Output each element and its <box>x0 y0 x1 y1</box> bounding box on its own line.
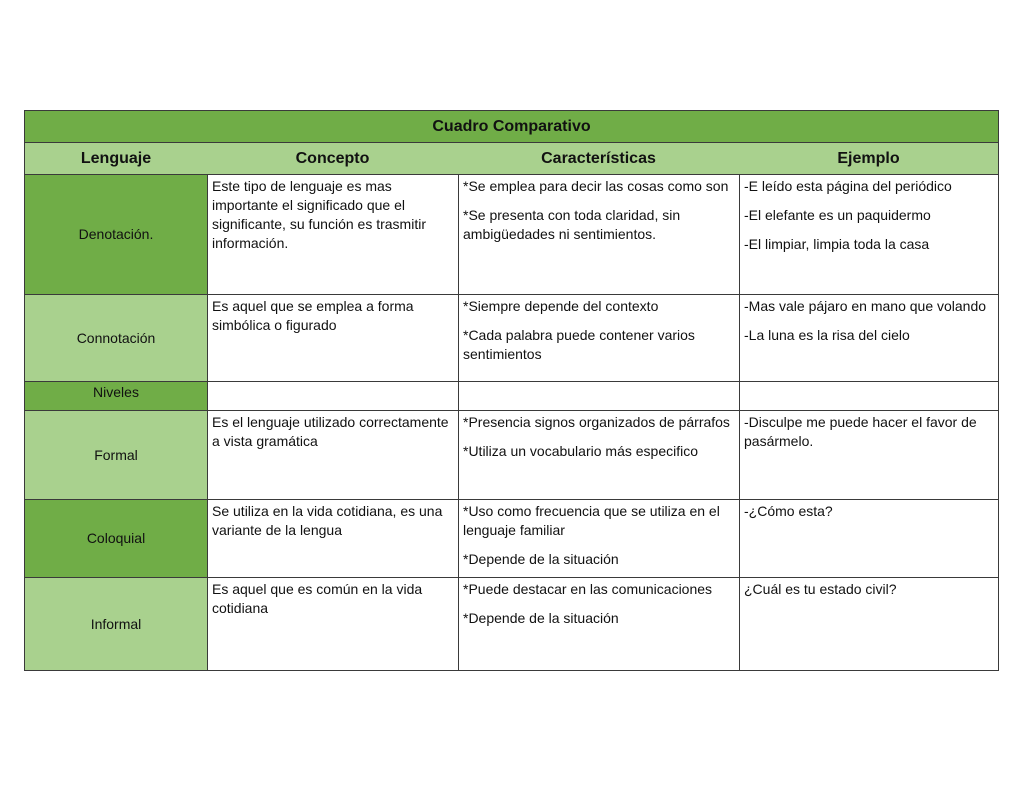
header-lenguaje: Lenguaje <box>80 149 152 167</box>
concepto-cell <box>207 295 458 381</box>
ejemplo-cell <box>739 382 998 410</box>
ejemplo-cell <box>739 411 998 499</box>
caracteristica-item: *Depende de la situación <box>463 610 619 626</box>
row-label: Niveles <box>25 382 207 410</box>
caracteristicas-cell <box>458 578 739 670</box>
caracteristicas-cell <box>458 500 739 577</box>
table-row-connotacion <box>25 295 998 382</box>
ejemplo-cell <box>739 295 998 381</box>
caracteristica-item: *Utiliza un vocabulario más especifico <box>463 443 698 459</box>
row-label: Connotación <box>25 295 207 381</box>
concepto-text: Es el lenguaje utilizado correctamente a vista gramática <box>212 414 449 449</box>
caracteristica-item: *Puede destacar en las comunicaciones <box>463 581 713 597</box>
caracteristica-item: *Depende de la situación <box>463 551 619 567</box>
concepto-text: Es aquel que es común en la vida cotidiana <box>212 581 423 616</box>
concepto-cell <box>207 500 458 577</box>
ejemplo-item: -La luna es la risa del cielo <box>744 327 910 343</box>
caracteristicas-cell <box>458 411 739 499</box>
row-label: Informal <box>25 578 207 670</box>
concepto-cell <box>207 578 458 670</box>
header-ejemplo: Ejemplo <box>837 149 900 167</box>
header-row <box>25 143 998 175</box>
header-caracteristicas: Características <box>541 149 656 167</box>
comparison-table <box>24 110 999 671</box>
ejemplo-item: -Mas vale pájaro en mano que volando <box>744 298 987 314</box>
ejemplo-item: -E leído esta página del periódico <box>744 178 952 194</box>
header-concepto: Concepto <box>295 149 370 167</box>
table-row-niveles <box>25 382 998 411</box>
ejemplo-item: -El limpiar, limpia toda la casa <box>744 236 930 252</box>
concepto-cell <box>207 411 458 499</box>
caracteristica-item: *Se presenta con toda claridad, sin ambigüedades ni sentimientos. <box>463 207 681 242</box>
caracteristicas-cell <box>458 175 739 294</box>
row-label: Coloquial <box>25 500 207 577</box>
caracteristica-item: *Presencia signos organizados de párrafos <box>463 414 730 430</box>
ejemplo-item: ¿Cuál es tu estado civil? <box>744 581 897 597</box>
table-title: Cuadro Comparativo <box>25 111 998 143</box>
table-row-formal <box>25 411 998 500</box>
concepto-text: Se utiliza en la vida cotidiana, es una variante de la lengua <box>212 503 443 538</box>
row-label: Denotación. <box>25 175 207 294</box>
ejemplo-item: -Disculpe me puede hacer el favor de pasármelo. <box>744 414 977 449</box>
concepto-text: Este tipo de lenguaje es mas importante el significado que el significante, su función es trasmitir información. <box>212 178 426 251</box>
ejemplo-item: -¿Cómo esta? <box>744 503 833 519</box>
caracteristica-item: *Siempre depende del contexto <box>463 298 659 314</box>
table-row-denotacion <box>25 175 998 295</box>
concepto-cell <box>207 382 458 410</box>
ejemplo-item: -El elefante es un paquidermo <box>744 207 931 223</box>
caracteristicas-cell <box>458 295 739 381</box>
table-row-coloquial <box>25 500 998 578</box>
caracteristica-item: *Uso como frecuencia que se utiliza en el lenguaje familiar <box>463 503 720 538</box>
ejemplo-cell <box>739 578 998 670</box>
concepto-cell <box>207 175 458 294</box>
ejemplo-cell <box>739 500 998 577</box>
concepto-text: Es aquel que se emplea a forma simbólica o figurado <box>212 298 414 333</box>
caracteristicas-cell <box>458 382 739 410</box>
ejemplo-cell <box>739 175 998 294</box>
caracteristica-item: *Se emplea para decir las cosas como son <box>463 178 729 194</box>
caracteristica-item: *Cada palabra puede contener varios sentimientos <box>463 327 695 362</box>
row-label: Formal <box>25 411 207 499</box>
table-row-informal <box>25 578 998 670</box>
